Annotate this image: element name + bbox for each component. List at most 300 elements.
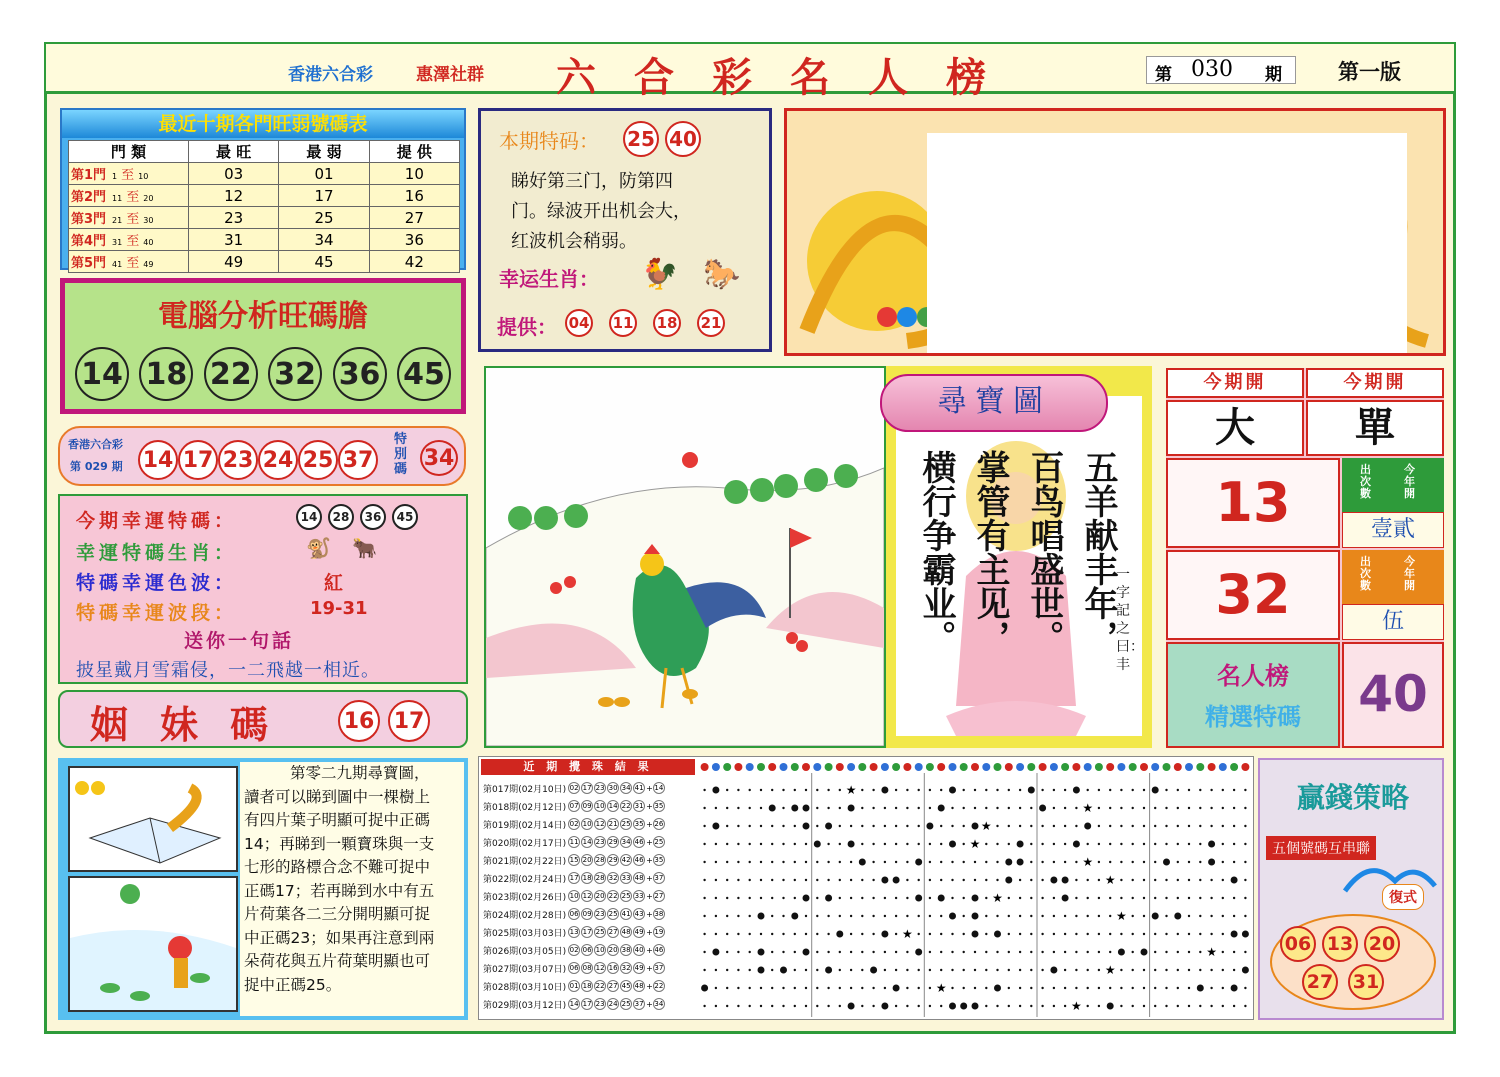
result-ball: 02 xyxy=(569,784,579,792)
poem-column: 横行争霸业。 xyxy=(916,450,956,654)
result-ball: 28 xyxy=(595,874,605,882)
empty-dot xyxy=(1087,897,1089,899)
cell-min: 45 xyxy=(279,251,369,273)
result-special: 25 xyxy=(654,838,664,846)
empty-dot xyxy=(861,1005,863,1007)
hit-dot xyxy=(1242,967,1249,974)
computer-title: 電腦分析旺碼膽 xyxy=(158,299,368,334)
header-ball xyxy=(836,763,844,771)
special-star: ★ xyxy=(845,783,857,797)
header-ball xyxy=(1016,763,1024,771)
header-ball xyxy=(1241,763,1249,771)
empty-dot xyxy=(715,843,717,845)
empty-dot xyxy=(1244,897,1246,899)
tema-text xyxy=(511,167,691,257)
gift-title: 送你一句話 xyxy=(184,630,295,652)
number-ball: 13 xyxy=(1322,926,1358,962)
hit-dot xyxy=(881,1003,888,1010)
empty-dot xyxy=(771,825,773,827)
empty-dot xyxy=(861,789,863,791)
horse-icon: 🐎 xyxy=(703,257,741,292)
hit-dot xyxy=(1163,859,1170,866)
empty-dot xyxy=(1143,1005,1145,1007)
hit-dot xyxy=(1050,967,1057,974)
empty-dot xyxy=(782,987,784,989)
result-row xyxy=(483,833,695,851)
last-draw-panel xyxy=(58,426,466,486)
open-n1-label xyxy=(1342,458,1444,512)
empty-dot xyxy=(1075,897,1077,899)
header-ball xyxy=(1219,763,1227,771)
number-ball: 36 xyxy=(333,347,387,401)
empty-dot xyxy=(963,807,965,809)
result-ball: 12 xyxy=(595,964,605,972)
door-to: 10 xyxy=(138,172,149,181)
empty-dot xyxy=(726,843,728,845)
result-row xyxy=(483,977,695,995)
empty-dot xyxy=(749,897,751,899)
explain-line: 朵荷花與五片荷葉明顯也可 xyxy=(244,952,431,970)
empty-dot xyxy=(1053,843,1055,845)
result-row xyxy=(483,797,695,815)
empty-dot xyxy=(1222,987,1224,989)
empty-dot xyxy=(726,933,728,935)
hit-dot xyxy=(712,787,719,794)
n2-label-b: 今年開 xyxy=(1404,555,1415,592)
empty-dot xyxy=(996,825,998,827)
empty-dot xyxy=(906,807,908,809)
cell-provide: 27 xyxy=(369,207,459,229)
empty-dot xyxy=(1030,825,1032,827)
header-bar xyxy=(46,44,1454,101)
sister-numbers xyxy=(338,700,430,742)
door-to-word: 至 xyxy=(121,168,135,183)
number-ball: 25 xyxy=(623,121,659,157)
lucky-line1-label: 今期幸運特碼： xyxy=(76,510,238,532)
empty-dot xyxy=(703,897,705,899)
empty-dot xyxy=(1132,825,1134,827)
empty-dot xyxy=(1188,879,1190,881)
th-door: 門 類 xyxy=(69,141,189,163)
special-star: ★ xyxy=(992,891,1003,905)
hit-dot xyxy=(938,805,945,812)
empty-dot xyxy=(918,1005,920,1007)
empty-dot xyxy=(1019,897,1021,899)
empty-dot xyxy=(1199,789,1201,791)
empty-dot xyxy=(1120,861,1122,863)
special-star: ★ xyxy=(1104,873,1116,887)
empty-dot xyxy=(1064,951,1066,953)
empty-dot xyxy=(1087,1005,1089,1007)
empty-dot xyxy=(963,951,965,953)
empty-dot xyxy=(1087,843,1089,845)
open-n2-count: 伍 xyxy=(1342,604,1444,640)
plus-sign: + xyxy=(646,873,653,883)
book-svg xyxy=(70,768,236,870)
empty-dot xyxy=(827,933,829,935)
empty-dot xyxy=(1053,951,1055,953)
open-n1: 13 xyxy=(1166,458,1340,548)
empty-dot xyxy=(1210,1005,1212,1007)
empty-dot xyxy=(1222,825,1224,827)
empty-dot xyxy=(794,897,796,899)
strategy-row2 xyxy=(1302,964,1384,1000)
empty-dot xyxy=(1177,861,1179,863)
result-date: (03月05日) xyxy=(518,946,567,957)
empty-dot xyxy=(861,969,863,971)
tema-label: 本期特码： xyxy=(499,129,599,153)
empty-dot xyxy=(1132,843,1134,845)
hit-dot xyxy=(1152,913,1159,920)
empty-dot xyxy=(1109,897,1111,899)
empty-dot xyxy=(839,987,841,989)
edition-label: 第一版 xyxy=(1338,60,1401,84)
empty-dot xyxy=(782,1005,784,1007)
result-ball: 10 xyxy=(569,892,579,900)
empty-dot xyxy=(805,915,807,917)
header-ball xyxy=(892,763,900,771)
empty-dot xyxy=(1109,807,1111,809)
empty-dot xyxy=(906,789,908,791)
empty-dot xyxy=(1041,879,1043,881)
empty-dot xyxy=(929,861,931,863)
header-ball xyxy=(1230,763,1238,771)
empty-dot xyxy=(1008,933,1010,935)
empty-dot xyxy=(1064,933,1066,935)
result-date: (02月22日) xyxy=(518,856,567,867)
empty-dot xyxy=(794,969,796,971)
result-ball: 48 xyxy=(634,874,644,882)
empty-dot xyxy=(816,807,818,809)
empty-dot xyxy=(872,807,874,809)
empty-dot xyxy=(918,843,920,845)
header-org: 香港六合彩 xyxy=(288,65,373,85)
empty-dot xyxy=(1041,897,1043,899)
hit-dot xyxy=(915,895,922,902)
header-ball xyxy=(1061,763,1069,771)
empty-dot xyxy=(1199,915,1201,917)
empty-dot xyxy=(1008,1005,1010,1007)
empty-dot xyxy=(703,825,705,827)
empty-dot xyxy=(1041,843,1043,845)
table-row xyxy=(69,251,460,273)
empty-dot xyxy=(1075,969,1077,971)
result-ball: 15 xyxy=(569,856,579,864)
empty-dot xyxy=(805,843,807,845)
last-draw-org: 香港六合彩 xyxy=(68,438,123,451)
result-ball: 21 xyxy=(608,820,618,828)
header-ball xyxy=(1208,763,1216,771)
empty-dot xyxy=(1075,861,1077,863)
empty-dot xyxy=(872,987,874,989)
empty-dot xyxy=(963,933,965,935)
hit-dot xyxy=(1017,841,1024,848)
result-ball: 34 xyxy=(621,784,631,792)
tema-text-line: 红波机会稍弱。 xyxy=(511,231,637,252)
empty-dot xyxy=(918,789,920,791)
empty-dot xyxy=(827,987,829,989)
result-date: (02月17日) xyxy=(518,838,567,849)
result-issue: 第028期 xyxy=(483,982,519,993)
door-to: 20 xyxy=(143,194,154,203)
header-ball xyxy=(813,763,821,771)
empty-dot xyxy=(1120,933,1122,935)
th-min: 最 弱 xyxy=(279,141,369,163)
empty-dot xyxy=(872,897,874,899)
empty-dot xyxy=(1098,897,1100,899)
cell-max: 23 xyxy=(189,207,279,229)
empty-dot xyxy=(1188,915,1190,917)
empty-dot xyxy=(1064,861,1066,863)
result-ball: 17 xyxy=(582,1000,592,1008)
empty-dot xyxy=(749,843,751,845)
empty-dot xyxy=(872,861,874,863)
empty-dot xyxy=(1233,969,1235,971)
empty-dot xyxy=(1244,915,1246,917)
result-ball: 23 xyxy=(595,1000,605,1008)
open-panel xyxy=(1166,368,1444,748)
special-star: ★ xyxy=(1082,801,1094,815)
computer-panel xyxy=(60,278,466,414)
header-ball xyxy=(903,763,911,771)
empty-dot xyxy=(1098,807,1100,809)
empty-dot xyxy=(726,861,728,863)
results-panel xyxy=(478,756,1254,1020)
empty-dot xyxy=(827,861,829,863)
famous-box xyxy=(1166,642,1340,748)
empty-dot xyxy=(929,807,931,809)
sister-label: 姻妹碼 xyxy=(90,703,301,747)
empty-dot xyxy=(940,825,942,827)
empty-dot xyxy=(737,789,739,791)
empty-dot xyxy=(1222,861,1224,863)
hit-dot xyxy=(1118,949,1125,956)
hit-dot xyxy=(949,913,956,920)
empty-dot xyxy=(1053,987,1055,989)
explain-line: 讀者可以睇到圖中一棵樹上 xyxy=(244,787,431,806)
empty-dot xyxy=(1075,879,1077,881)
empty-dot xyxy=(1120,987,1122,989)
hit-dot xyxy=(803,805,810,812)
empty-dot xyxy=(1154,879,1156,881)
empty-dot xyxy=(1120,879,1122,881)
empty-dot xyxy=(974,987,976,989)
empty-dot xyxy=(703,915,705,917)
header-ball xyxy=(1084,763,1092,771)
hit-dot xyxy=(881,787,888,794)
empty-dot xyxy=(749,807,751,809)
empty-dot xyxy=(1165,843,1167,845)
th-provide: 提 供 xyxy=(369,141,459,163)
trend-svg xyxy=(699,759,1251,1017)
empty-dot xyxy=(1233,843,1235,845)
empty-dot xyxy=(749,969,751,971)
door-from: 21 xyxy=(112,216,123,225)
empty-dot xyxy=(1143,969,1145,971)
empty-dot xyxy=(1087,933,1089,935)
famous-b: 精選特碼 xyxy=(1205,703,1301,731)
empty-dot xyxy=(985,969,987,971)
special-star: ★ xyxy=(1082,855,1094,869)
header-title: 六合彩名人榜 xyxy=(556,54,1024,101)
empty-dot xyxy=(1098,825,1100,827)
empty-dot xyxy=(1008,825,1010,827)
trend-chart xyxy=(699,759,1251,1017)
hit-dot xyxy=(825,895,832,902)
result-row xyxy=(483,923,695,941)
empty-dot xyxy=(929,843,931,845)
plus-sign: + xyxy=(646,945,653,955)
empty-dot xyxy=(850,897,852,899)
result-ball: 13 xyxy=(569,928,579,936)
empty-dot xyxy=(940,969,942,971)
result-date: (02月10日) xyxy=(518,784,567,795)
special-star: ★ xyxy=(1116,909,1127,923)
empty-dot xyxy=(1075,915,1077,917)
header-ball xyxy=(881,763,889,771)
number-ball: 20 xyxy=(1364,926,1400,962)
door-to: 49 xyxy=(143,260,154,269)
result-ball: 06 xyxy=(582,946,592,954)
result-ball: 27 xyxy=(608,982,618,990)
empty-dot xyxy=(963,969,965,971)
empty-dot xyxy=(1030,915,1032,917)
empty-dot xyxy=(872,825,874,827)
empty-dot xyxy=(1008,987,1010,989)
empty-dot xyxy=(749,825,751,827)
empty-dot xyxy=(1154,825,1156,827)
empty-dot xyxy=(1019,915,1021,917)
result-ball: 29 xyxy=(608,856,618,864)
empty-dot xyxy=(884,825,886,827)
empty-dot xyxy=(963,879,965,881)
result-issue: 第022期 xyxy=(483,874,519,885)
number-ball: 36 xyxy=(360,504,386,530)
empty-dot xyxy=(1041,1005,1043,1007)
header-ball xyxy=(915,763,923,771)
result-issue: 第024期 xyxy=(483,910,519,921)
header-ball xyxy=(712,763,720,771)
result-row xyxy=(483,887,695,905)
header-group: 惠澤社群 xyxy=(416,65,484,85)
result-ball: 32 xyxy=(621,964,631,972)
explain-text xyxy=(240,762,464,1016)
empty-dot xyxy=(1188,825,1190,827)
hit-dot xyxy=(915,859,922,866)
empty-dot xyxy=(1244,789,1246,791)
empty-dot xyxy=(996,951,998,953)
hit-dot xyxy=(836,931,843,938)
hit-dot xyxy=(915,949,922,956)
cell-provide: 10 xyxy=(369,163,459,185)
empty-dot xyxy=(963,825,965,827)
empty-dot xyxy=(861,933,863,935)
result-issue: 第025期 xyxy=(483,928,519,939)
result-ball: 38 xyxy=(621,946,631,954)
result-special: 19 xyxy=(654,928,664,936)
header-ball xyxy=(982,763,990,771)
empty-dot xyxy=(872,951,874,953)
empty-dot xyxy=(737,1005,739,1007)
number-ball: 32 xyxy=(268,347,322,401)
empty-dot xyxy=(794,951,796,953)
empty-dot xyxy=(1087,969,1089,971)
result-ball: 12 xyxy=(595,820,605,828)
empty-dot xyxy=(963,897,965,899)
empty-dot xyxy=(1109,951,1111,953)
empty-dot xyxy=(1030,933,1032,935)
empty-dot xyxy=(906,843,908,845)
result-ball: 25 xyxy=(621,1000,631,1008)
empty-dot xyxy=(1233,915,1235,917)
empty-dot xyxy=(1188,933,1190,935)
empty-dot xyxy=(1188,861,1190,863)
number-ball: 45 xyxy=(397,347,451,401)
empty-dot xyxy=(816,951,818,953)
door-cell xyxy=(69,251,189,273)
result-ball: 31 xyxy=(634,802,644,810)
empty-dot xyxy=(794,789,796,791)
empty-dot xyxy=(996,969,998,971)
empty-dot xyxy=(839,915,841,917)
empty-dot xyxy=(1188,969,1190,971)
result-ball: 28 xyxy=(595,856,605,864)
empty-dot xyxy=(940,879,942,881)
hit-dot xyxy=(848,841,855,848)
empty-dot xyxy=(940,1005,942,1007)
ox-icon: 🐂 xyxy=(352,536,377,560)
hit-dot xyxy=(1231,877,1238,884)
empty-dot xyxy=(1109,987,1111,989)
number-ball: 14 xyxy=(138,440,178,480)
empty-dot xyxy=(1222,933,1224,935)
empty-dot xyxy=(929,915,931,917)
empty-dot xyxy=(1188,789,1190,791)
lake-illustration xyxy=(68,876,238,1012)
empty-dot xyxy=(1143,897,1145,899)
empty-dot xyxy=(805,861,807,863)
explain-line: 捉中正碼25。 xyxy=(244,975,342,994)
empty-dot xyxy=(940,951,942,953)
open-n2: 32 xyxy=(1166,550,1340,640)
result-special: 35 xyxy=(654,802,664,810)
empty-dot xyxy=(703,843,705,845)
door-cell xyxy=(69,229,189,251)
empty-dot xyxy=(1199,1005,1201,1007)
empty-dot xyxy=(1199,933,1201,935)
empty-dot xyxy=(1053,825,1055,827)
hit-dot xyxy=(1005,859,1012,866)
empty-dot xyxy=(771,933,773,935)
empty-dot xyxy=(1064,915,1066,917)
empty-dot xyxy=(963,843,965,845)
result-ball: 48 xyxy=(634,982,644,990)
header-ball xyxy=(1005,763,1013,771)
empty-dot xyxy=(805,789,807,791)
empty-dot xyxy=(1041,933,1043,935)
result-row xyxy=(483,869,695,887)
empty-dot xyxy=(963,861,965,863)
empty-dot xyxy=(974,861,976,863)
empty-dot xyxy=(884,951,886,953)
empty-dot xyxy=(1154,951,1156,953)
empty-dot xyxy=(906,915,908,917)
empty-dot xyxy=(895,897,897,899)
plus-sign: + xyxy=(646,927,653,937)
empty-dot xyxy=(1233,807,1235,809)
empty-dot xyxy=(1041,789,1043,791)
result-ball: 25 xyxy=(595,928,605,936)
